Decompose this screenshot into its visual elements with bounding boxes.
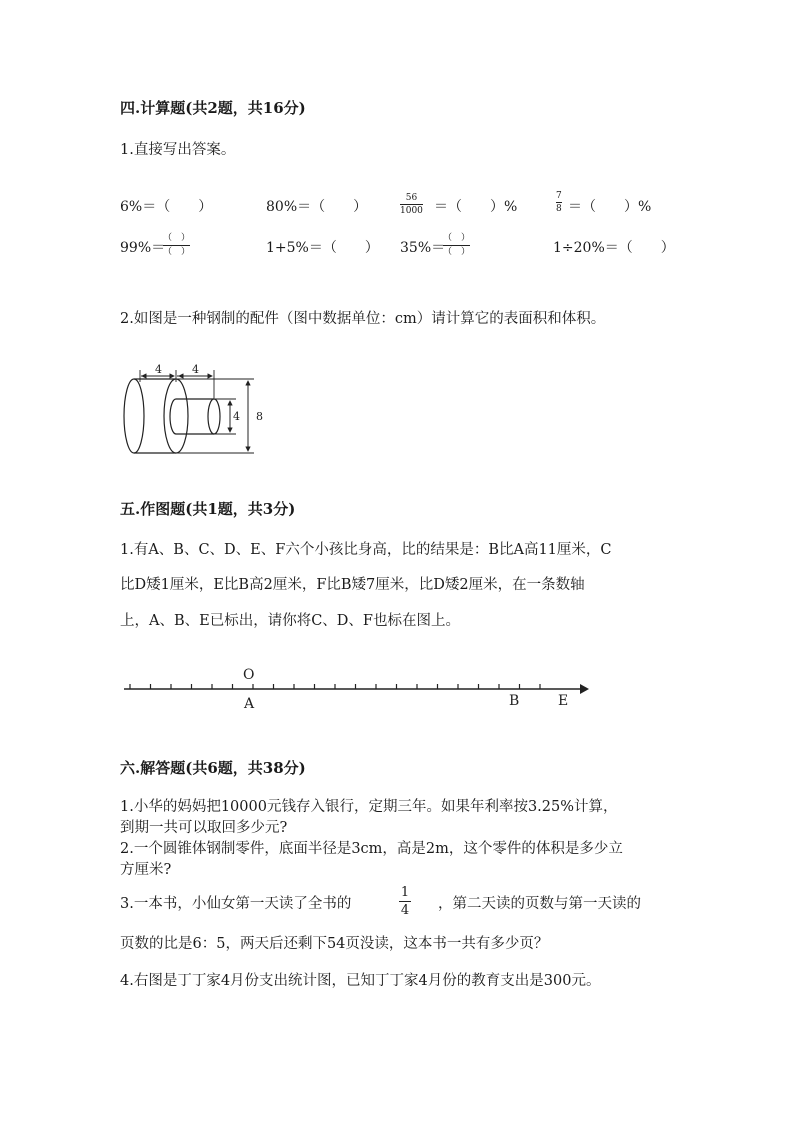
- question-6-4-text: 4.右图是丁丁家4月份支出统计图，已知丁丁家4月份的教育支出是300元。: [120, 973, 601, 989]
- fraction-blank: [163, 233, 190, 258]
- exercise-99-percent: 99%＝: [120, 240, 166, 256]
- steel-part-figure: [118, 358, 278, 460]
- numerator: 1: [400, 885, 410, 900]
- point-e-label: E: [558, 693, 569, 709]
- point-b-label: B: [509, 693, 520, 709]
- exercise-80-percent: 80%＝（ ）: [266, 199, 368, 215]
- numerator-blank: （ ）: [163, 233, 191, 243]
- point-a-label: A: [244, 696, 255, 712]
- question-6-3-lead: 3.一本书，小仙女第一天读了全书的: [120, 896, 352, 912]
- fraction-blank: [443, 233, 470, 258]
- question-5-1-line-2: 比D矮1厘米，E比B高2厘米，F比B矮7厘米，比D矮2厘米，在一条数轴: [120, 577, 585, 593]
- denominator-blank: （ ）: [443, 247, 471, 257]
- question-5-1-line-1: 1.有A、B、C、D、E、F六个小孩比身高，比的结果是：B比A高11厘米，C: [120, 542, 612, 558]
- question-6-2-line-2: 方厘米?: [120, 862, 172, 878]
- section-4-title: 四.计算题(共2题，共16分): [120, 99, 306, 117]
- length-big-label: 4: [155, 363, 162, 376]
- diameter-big-label: 8: [256, 410, 263, 423]
- question-5-1-line-3: 上，A、B、E已标出，请你将C、D、F也标在图上。: [120, 613, 460, 629]
- exercise-7-8-tail: ＝（ ）%: [568, 199, 652, 215]
- exercise-1-plus-5-percent: 1+5%＝（ ）: [266, 240, 379, 256]
- denominator: 1000: [400, 206, 423, 216]
- denominator: 4: [400, 903, 410, 918]
- origin-label: O: [243, 667, 255, 683]
- diameter-small-label: 4: [233, 410, 240, 423]
- numerator-blank: （ ）: [443, 233, 471, 243]
- question-4-2-text: 2.如图是一种钢制的配件（图中数据单位：cm）请计算它的表面积和体积。: [120, 311, 606, 327]
- denominator: 8: [556, 204, 562, 214]
- exercise-6-percent: 6%＝（ ）: [120, 199, 213, 215]
- denominator-blank: （ ）: [163, 247, 191, 257]
- fraction-56-1000: [400, 193, 423, 216]
- fraction-1-4: [399, 885, 411, 918]
- question-6-3-line-2: 页数的比是6：5，两天后还剩下54页没读，这本书一共有多少页？: [120, 936, 549, 952]
- question-6-1-line-2: 到期一共可以取回多少元?: [120, 820, 288, 836]
- exercise-35-percent: 35%＝: [400, 240, 446, 256]
- question-6-1-line-1: 1.小华的妈妈把10000元钱存入银行，定期三年。如果年利率按3.25%计算，: [120, 799, 618, 815]
- section-5-title: 五.作图题(共1题，共3分): [120, 500, 296, 518]
- length-small-label: 4: [192, 363, 199, 376]
- numerator: 56: [405, 193, 418, 203]
- question-6-2-line-1: 2.一个圆锥体钢制零件，底面半径是3cm，高是2m，这个零件的体积是多少立: [120, 841, 623, 857]
- fraction-7-8: [556, 191, 562, 214]
- question-4-1-text: 1.直接写出答案。: [120, 142, 236, 158]
- question-6-3-tail: ，第二天读的页数与第一天读的: [438, 896, 641, 912]
- number-line: [118, 662, 598, 712]
- section-6-title: 六.解答题(共6题，共38分): [120, 759, 306, 777]
- exercise-1-div-20-percent: 1÷20%＝（ ）: [553, 240, 675, 256]
- numerator: 7: [556, 191, 562, 201]
- exercise-56-1000-tail: ＝（ ）%: [434, 199, 518, 215]
- arrow-right-icon: [580, 684, 589, 694]
